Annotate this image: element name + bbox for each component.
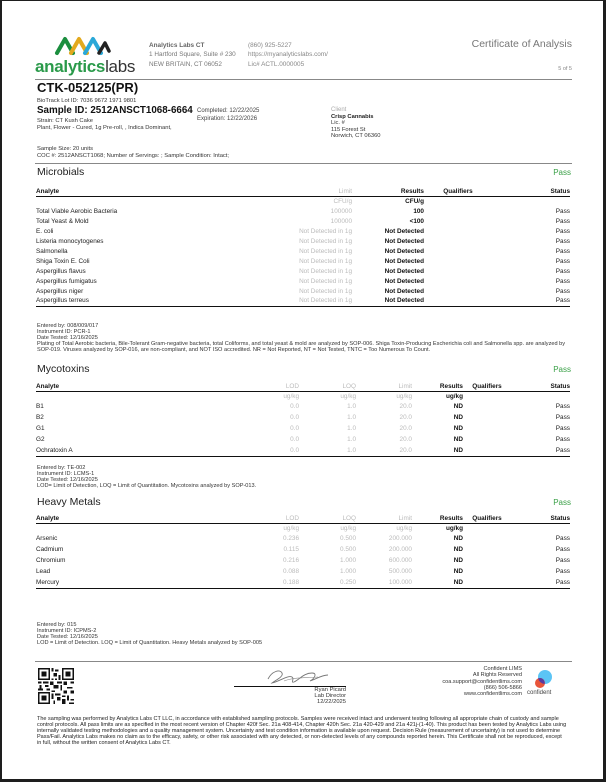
limit-value: 100000 — [330, 207, 352, 215]
qualifier-value — [424, 286, 492, 296]
status-value: Pass — [555, 414, 570, 421]
qualifier-value — [463, 434, 511, 445]
table-row — [36, 206, 570, 216]
qualifier-value — [424, 246, 492, 256]
lims-name: Confident LIMS — [483, 666, 522, 672]
completed-date: Completed: 12/22/2025 — [197, 108, 260, 114]
col-status: Status — [511, 382, 570, 391]
analyte-name: Aspergillus terreus — [36, 296, 256, 306]
result-value: ND — [453, 414, 463, 421]
lod-value: 0.088 — [283, 568, 299, 575]
analyte-name: B2 — [36, 414, 44, 421]
result-value: ND — [412, 577, 463, 588]
note-line: LOD = Limit of Detection. LOQ = Limit of Quantitation. Heavy Metals analyzed by SOP-005 — [37, 640, 263, 646]
table-row — [36, 246, 570, 256]
limit-value: Not Detected in 1g — [256, 296, 352, 306]
unit-lod: ug/kg — [283, 524, 299, 532]
limit-value: 100000 — [330, 217, 352, 225]
qualifier-value — [424, 266, 492, 276]
status-value: Pass — [511, 577, 570, 588]
table-row — [36, 226, 570, 236]
note-line: Entered by: TE-002 — [37, 465, 86, 471]
unit-loq: ug/kg — [340, 524, 356, 532]
lab-address-line-2: NEW BRITAIN, CT 06052 — [149, 60, 222, 68]
unit-results: CFU/g — [405, 197, 424, 205]
analyte-name: E. coli — [36, 227, 54, 235]
lod-value: 0.216 — [283, 557, 299, 564]
limit-value: Not Detected in 1g — [299, 257, 352, 265]
note-line: Date Tested: 12/16/2025 — [37, 477, 98, 483]
page-number: 5 of 5 — [558, 66, 572, 72]
result-value: Not Detected — [384, 227, 424, 235]
lod-value: 0.0 — [290, 436, 299, 443]
result-value: <100 — [409, 217, 424, 225]
status-value: Pass — [555, 403, 570, 410]
result-value: 100 — [413, 207, 424, 215]
col-loq: LOQ — [299, 514, 356, 523]
analytics-labs-logo — [35, 31, 135, 77]
sample-dates — [197, 107, 259, 124]
analyte-name: G2 — [36, 436, 45, 443]
analyte-name: Total Yeast & Mold — [36, 217, 89, 225]
sample-size: Sample Size: 20 units — [37, 146, 94, 152]
unit-limit: ug/kg — [396, 524, 412, 532]
analyte-name: Mercury — [36, 577, 262, 588]
note-line: Date Tested: 12/16/2025 — [37, 335, 98, 341]
table-row — [36, 577, 570, 588]
table-row — [36, 445, 570, 456]
lab-license: Lic# ACTL.0000005 — [248, 60, 305, 68]
signer-name: Ryan Picard — [314, 687, 346, 693]
ctk-id: CTK-052125(PR) — [37, 80, 139, 95]
col-analyte: Analyte — [36, 514, 262, 523]
note-line: Instrument ID: LCMS-1 — [37, 471, 95, 477]
status-value: Pass — [555, 217, 570, 225]
analyte-name: Total Viable Aerobic Bacteria — [36, 207, 118, 215]
qualifier-value — [424, 256, 492, 266]
confident-logo-text: confident — [527, 690, 552, 696]
result-value: Not Detected — [384, 257, 424, 265]
lod-value: 0.0 — [290, 425, 299, 432]
limit-value: Not Detected in 1g — [299, 287, 352, 295]
client-address-2: Norwich, CT 06360 — [331, 133, 381, 140]
biotrack-lot-id: BioTrack Lot ID: 7036 9672 1971 9801 — [37, 98, 137, 104]
limit-value: Not Detected in 1g — [299, 267, 352, 275]
qualifier-value — [463, 445, 511, 456]
col-qualifiers: Qualifiers — [463, 382, 511, 391]
limit-value: 20.0 — [399, 403, 412, 410]
product-description: Plant, Flower - Cured, 1g Pre-roll, , Indica Dominant, — [37, 124, 172, 131]
unit-results: ug/kg — [445, 392, 463, 400]
lab-phone: (860) 925-5227 — [248, 42, 292, 49]
sample-strain — [37, 118, 172, 131]
col-limit: Limit — [356, 382, 412, 391]
col-analyte: Analyte — [36, 382, 262, 391]
microbials-status: Pass — [553, 168, 571, 177]
status-value: Pass — [555, 546, 570, 553]
col-lod: LOD — [262, 382, 299, 391]
result-value: Not Detected — [384, 267, 424, 275]
qualifier-value — [424, 296, 492, 306]
signer-title: Lab Director — [314, 693, 346, 699]
client-label: Client — [331, 107, 347, 113]
lims-email[interactable]: coa.support@confidentlims.com — [442, 678, 522, 685]
loq-value: 0.500 — [340, 535, 356, 542]
result-value: Not Detected — [384, 247, 424, 255]
footer-divider — [35, 661, 572, 662]
loq-value: 1.0 — [347, 403, 356, 410]
table-row — [36, 266, 570, 276]
limit-value: 500.000 — [388, 568, 412, 575]
loq-value: 0.250 — [299, 577, 356, 588]
qualifier-value — [463, 577, 511, 588]
lims-phone: (866) 506-5866 — [483, 684, 522, 691]
status-value: Pass — [492, 296, 570, 306]
loq-value: 1.0 — [347, 436, 356, 443]
lab-contact — [248, 41, 328, 69]
result-value: ND — [453, 535, 463, 542]
unit-loq: ug/kg — [340, 392, 356, 400]
signature-icon — [262, 665, 332, 687]
table-row — [36, 296, 570, 306]
result-value: Not Detected — [384, 287, 424, 295]
status-value: Pass — [555, 287, 570, 295]
loq-value: 1.0 — [299, 445, 356, 456]
table-row — [36, 216, 570, 226]
col-results: Results — [352, 187, 424, 196]
table-row — [36, 256, 570, 266]
loq-value: 1.0 — [347, 414, 356, 421]
mycotoxins-table — [36, 382, 570, 457]
signer-block — [252, 687, 346, 705]
qualifier-value — [463, 555, 511, 566]
qualifier-value — [463, 533, 511, 544]
lod-value: 0.0 — [262, 445, 299, 456]
qualifier-value — [463, 412, 511, 423]
analyte-name: Cadmium — [36, 546, 64, 553]
header — [35, 31, 572, 80]
client-license: Lic. # — [331, 120, 345, 127]
qualifier-value — [424, 276, 492, 286]
table-row — [36, 276, 570, 286]
microbials-title: Microbials — [37, 166, 85, 178]
limit-value: 200.000 — [388, 535, 412, 542]
analyte-name: Aspergillus niger — [36, 287, 84, 295]
expiration-date: Expiration: 12/22/2026 — [197, 116, 258, 123]
qualifier-value — [424, 236, 492, 246]
mycotoxins-status: Pass — [553, 365, 571, 374]
analyte-name: Lead — [36, 568, 51, 575]
lims-info — [442, 666, 522, 697]
col-qualifiers: Qualifiers — [463, 514, 511, 523]
heavy-metals-notes — [37, 622, 567, 646]
limit-value: 20.0 — [399, 414, 412, 421]
limit-value: Not Detected in 1g — [299, 227, 352, 235]
status-value: Pass — [555, 277, 570, 285]
status-value: Pass — [555, 257, 570, 265]
lab-website[interactable]: https://myanalyticslabs.com/ — [248, 51, 328, 59]
disclaimer: The sampling was performed by Analytics Labs CT LLC, in accordance with established sampling protocols. Samples were received intact and underwent testing following all appropriate chain of custody and sample control protocols. All pass limits are as specified in the most recent version of Chapter 420f Sec. 21a 408-414, Chapter 420h Sec. 21a 420-429 and 21a 421j-(1-40). This product has been tested by Analytics Labs using internally validated testing methodologies and a quality management system. Uncertainty and test condition information is available upon request. Decision Rule (measurement of uncertainty) is not used to determine Pass/Fail. Analytics Labs makes no claim as to the efficacy, safety, or other risk associated with any detected, or non-detected levels of any compounds reported herein. This Certificate shall not be reproduced, except in full, without the written consent of Analytics Labs CT. — [37, 716, 567, 746]
limit-value: Not Detected in 1g — [299, 247, 352, 255]
result-value: Not Detected — [352, 296, 424, 306]
lims-rights: All Rights Reserved — [472, 672, 522, 679]
lab-address — [149, 41, 236, 69]
lod-value: 0.0 — [290, 403, 299, 410]
table-row — [36, 544, 570, 555]
qualifier-value — [424, 226, 492, 236]
analyte-name: Chromium — [36, 557, 66, 564]
client-name: Crisp Cannabis — [331, 113, 374, 120]
document-title: Certificate of Analysis — [471, 38, 572, 50]
note-line: Instrument ID: ICPMS-2 — [37, 628, 97, 634]
qualifier-value — [463, 566, 511, 577]
col-limit: Limit — [256, 187, 352, 196]
col-loq: LOQ — [299, 382, 356, 391]
client-address-1: 115 Forest St — [331, 126, 366, 133]
limit-value: 20.0 — [356, 445, 412, 456]
col-results: Results — [412, 514, 463, 523]
analyte-name: B1 — [36, 403, 44, 410]
unit-limit: ug/kg — [396, 392, 412, 400]
result-value: ND — [453, 546, 463, 553]
table-row — [36, 533, 570, 544]
analyte-name: G1 — [36, 425, 45, 432]
unit-results: ug/kg — [445, 524, 463, 532]
lod-value: 0.188 — [262, 577, 299, 588]
note-line: LOD= Limit of Detection, LOQ = Limit of Quantitation. Mycotoxins analyzed by SOP-013. — [37, 483, 257, 489]
status-value: Pass — [555, 436, 570, 443]
unit-limit: CFU/g — [333, 197, 352, 205]
status-value: Pass — [555, 237, 570, 245]
mycotoxins-notes — [37, 465, 567, 489]
status-value: Pass — [511, 445, 570, 456]
col-analyte: Analyte — [36, 187, 256, 196]
note-line: Instrument ID: PCR-1 — [37, 329, 91, 335]
lab-address-line-1: 1 Hartford Square, Suite # 230 — [149, 51, 236, 59]
analyte-name: Ochratoxin A — [36, 445, 262, 456]
result-value: ND — [412, 445, 463, 456]
client-info — [331, 107, 381, 140]
lod-value: 0.236 — [283, 535, 299, 542]
mycotoxins-title: Mycotoxins — [37, 363, 90, 375]
result-value: ND — [453, 436, 463, 443]
heavy-metals-table — [36, 514, 570, 589]
loq-value: 1.000 — [340, 568, 356, 575]
result-value: Not Detected — [384, 277, 424, 285]
logo-wordmark: analyticslabs — [35, 57, 136, 76]
confident-logo-icon — [530, 669, 556, 689]
col-lod: LOD — [262, 514, 299, 523]
qualifier-value — [424, 206, 492, 216]
note-line: Entered by: 008/009/017 — [37, 323, 99, 329]
limit-value: 200.000 — [388, 546, 412, 553]
analyte-name: Shiga Toxin E. Coli — [36, 257, 90, 265]
sample-id: Sample ID: 2512ANSCT1068-6664 — [37, 105, 193, 116]
lod-value: 0.115 — [283, 546, 299, 553]
col-status: Status — [492, 187, 570, 196]
status-value: Pass — [555, 425, 570, 432]
status-value: Pass — [555, 535, 570, 542]
status-value: Pass — [555, 227, 570, 235]
note-line: Entered by: 015 — [37, 622, 77, 628]
divider — [35, 163, 572, 164]
table-row — [36, 566, 570, 577]
heavy-metals-title: Heavy Metals — [37, 496, 101, 508]
limit-value: Not Detected in 1g — [299, 237, 352, 245]
qualifier-value — [424, 216, 492, 226]
coc-info: COC #: 2512ANSCT1068; Number of Servings: ; Sample Condition: Intact; — [37, 152, 230, 159]
note-line: Date Tested: 12/16/2025 — [37, 634, 98, 640]
result-value: ND — [453, 568, 463, 575]
limit-value: Not Detected in 1g — [299, 277, 352, 285]
result-value: Not Detected — [384, 237, 424, 245]
table-row — [36, 236, 570, 246]
status-value: Pass — [555, 207, 570, 215]
heavy-metals-status: Pass — [553, 498, 571, 507]
loq-value: 0.500 — [340, 546, 356, 553]
table-row — [36, 423, 570, 434]
analyte-name: Arsenic — [36, 535, 58, 542]
logo-mark-icon — [53, 33, 113, 57]
lims-website[interactable]: www.confidentlims.com — [463, 691, 522, 698]
qualifier-value — [463, 423, 511, 434]
result-value: ND — [453, 403, 463, 410]
qualifier-value — [463, 544, 511, 555]
table-row — [36, 401, 570, 412]
result-value: ND — [453, 557, 463, 564]
col-results: Results — [412, 382, 463, 391]
limit-value: 600.000 — [388, 557, 412, 564]
col-limit: Limit — [356, 514, 412, 523]
status-value: Pass — [555, 267, 570, 275]
lod-value: 0.0 — [290, 414, 299, 421]
strain: Strain: CT Kush Cake — [37, 118, 93, 124]
limit-value: 20.0 — [399, 436, 412, 443]
note-line: Plating of Total Aerobic bacteria, Bile-Tolerant Gram-negative bacteria, total Coliforms, and total yeast & mold are analyzed by SOP-006. Shiga Toxin-Producing Escherichia coli and Salmonella spp. are analyzed by SOP-019. Viruses analyzed by SOP-016, are non-compliant, and NOT ISO accredited. NR = Not Reported, NT = Not Tested, TNTC = Too Numerous To Count. — [37, 341, 566, 353]
signed-date: 12/22/2025 — [316, 699, 346, 705]
loq-value: 1.0 — [347, 425, 356, 432]
status-value: Pass — [555, 247, 570, 255]
qr-code-icon[interactable] — [38, 668, 74, 704]
table-row — [36, 286, 570, 296]
microbials-table — [36, 187, 570, 307]
analyte-name: Aspergillus fumigatus — [36, 277, 97, 285]
table-row — [36, 412, 570, 423]
table-row — [36, 555, 570, 566]
loq-value: 1.000 — [340, 557, 356, 564]
limit-value: 20.0 — [399, 425, 412, 432]
analyte-name: Aspergillus flavus — [36, 267, 86, 275]
microbials-notes — [37, 323, 567, 353]
status-value: Pass — [555, 557, 570, 564]
analyte-name: Salmonella — [36, 247, 68, 255]
qualifier-value — [463, 401, 511, 412]
table-row — [36, 434, 570, 445]
status-value: Pass — [555, 568, 570, 575]
lab-name: Analytics Labs CT — [149, 42, 205, 49]
limit-value: 100.000 — [356, 577, 412, 588]
result-value: ND — [453, 425, 463, 432]
analyte-name: Listeria monocytogenes — [36, 237, 104, 245]
col-qualifiers: Qualifiers — [424, 187, 492, 196]
unit-lod: ug/kg — [283, 392, 299, 400]
coa-page — [2, 1, 603, 779]
col-status: Status — [511, 514, 570, 523]
